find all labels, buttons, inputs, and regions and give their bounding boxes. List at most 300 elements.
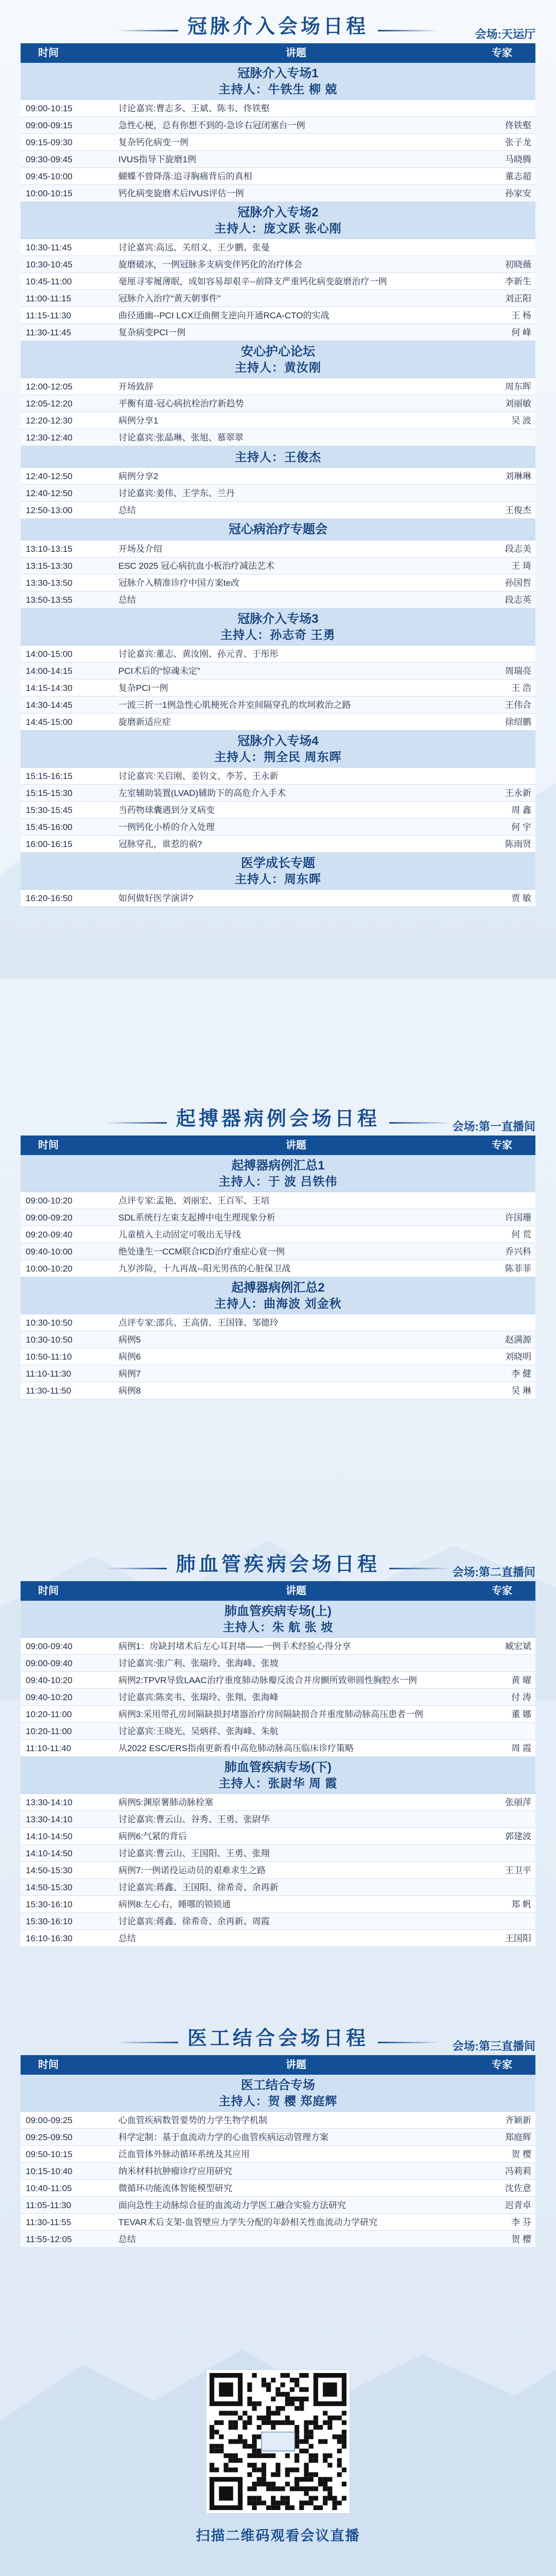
table-row [21,1930,535,1947]
table-row [21,1260,535,1277]
row-time: 09:00-10:15 [26,103,73,113]
row-topic: 左室辅助装置(LVAD)辅助下的高危介入手术 [118,788,286,798]
table-row [21,1723,535,1740]
table-row [21,117,535,134]
row-time: 09:40-10:20 [26,1675,73,1685]
block-header [21,63,535,100]
session-1 [21,10,535,907]
row-topic: 总结 [118,505,136,515]
row-time: 10:20-11:00 [26,1726,72,1736]
row-topic: 病例6 [118,1351,141,1362]
row-expert: 臧宏斌 [505,1641,531,1651]
row-topic: 旋磨新适应症 [118,717,171,727]
row-time: 10:45-11:00 [26,276,72,286]
row-topic: 点评专家:邵兵、王高倩、王国锋、邹德玲 [118,1317,279,1328]
table-body [21,1192,535,1277]
row-topic: 钙化病变旋磨术后IVUS评估一例 [118,188,244,198]
qr-code-icon [210,2373,346,2510]
block-header [21,1601,535,1638]
row-expert: 王俊杰 [505,505,531,515]
row-topic: 病例分享1 [118,415,159,426]
table-row [21,768,535,785]
table-row [21,1689,535,1706]
table-row [21,324,535,341]
block-host: 主持人：黄汝刚 [235,361,321,374]
table-row [21,1811,535,1828]
row-topic: 病例7 [118,1368,141,1379]
table-row [21,697,535,714]
row-time: 15:45-16:00 [26,822,73,832]
block-title: 冠脉介入专场3 [237,612,319,626]
block-title: 医学成长专题 [241,856,315,870]
row-topic: 曲径通幽--PCI LCX迂曲侧支逆向开通RCA-CTO的实战 [118,310,329,320]
block-host: 主持人：王俊杰 [235,450,321,464]
table-body [21,468,535,519]
row-time: 11:05-11:30 [26,2200,72,2210]
row-expert: 迟青卓 [505,2200,531,2210]
row-topic: 病例分享2 [118,471,159,481]
row-topic: 复杂钙化病变一例 [118,137,188,147]
row-time: 13:50-13:55 [26,595,73,605]
row-time: 11:10-11:30 [26,1368,72,1379]
row-topic: 心血管疾病数管要势的力学生物学机制 [118,2115,267,2125]
row-topic: 病例8:左心右，睡哪的锁锁通 [118,1899,231,1909]
block-header [21,1155,535,1192]
row-topic: 旋磨破冰，一例冠脉多支病变伴钙化的治疗体会 [118,259,302,269]
row-expert: 刘晓明 [505,1351,531,1362]
table-row [21,1862,535,1879]
row-expert: 王 琦 [511,561,531,571]
table-row [21,485,535,502]
column-header-expert: 专家 [492,47,512,59]
row-expert: 郑 帆 [511,1899,531,1909]
venue-label: 会场:第一直播间 [452,1120,535,1133]
row-expert: 何 峰 [511,327,531,337]
row-expert: 孙国哲 [505,578,531,588]
row-expert: 陈菲菲 [505,1263,531,1274]
row-time: 12:00-12:05 [26,381,73,392]
venue-label: 会场:第三直播间 [452,2040,535,2053]
table-row [21,256,535,273]
row-expert: 王伟合 [505,700,531,710]
row-topic: 如何做好医学演讲? [118,893,194,903]
row-expert: 许国珊 [505,1212,531,1223]
row-expert: 张子龙 [505,137,531,147]
row-time: 11:10-11:40 [26,1743,72,1753]
row-topic: 复杂病变PCI一例 [118,327,186,337]
row-time: 11:15-11:30 [26,310,72,320]
row-topic: 冠脉穿孔，谁惹的祸? [118,839,202,849]
row-time: 12:40-12:50 [26,488,73,498]
row-time: 09:30-09:45 [26,154,73,164]
table-row [21,134,535,151]
row-expert: 王卫平 [505,1865,531,1875]
row-time: 10:30-11:45 [26,242,72,252]
table-row [21,1740,535,1757]
table-row [21,239,535,256]
row-topic: PCI术后的“惊魂未定” [118,666,200,676]
row-topic: 点评专家:孟艳、刘丽宏、王百军、王培 [118,1195,270,1206]
row-time: 13:30-14:10 [26,1814,73,1824]
title-decoration [105,1568,167,1569]
row-expert: 陈雨贤 [505,839,531,849]
table-row [21,1913,535,1930]
row-expert: 周瑞亮 [505,666,531,676]
column-header-time: 时间 [38,47,59,59]
row-expert: 段志英 [505,595,531,605]
table-body [21,1794,535,1947]
table-row [21,395,535,412]
row-time: 10:50-11:10 [26,1351,72,1362]
block-host: 主持人：贺 樱 郑庭辉 [218,2094,338,2108]
table-row [21,1192,535,1209]
row-expert: 李新生 [505,276,531,286]
row-expert: 何 宇 [511,822,531,832]
row-topic: 一波三折一1例急性心肌梗死合并室间隔穿孔的坎坷救治之路 [118,700,351,710]
row-expert: 李 健 [511,1368,531,1379]
row-expert: 王国阳 [505,1933,531,1943]
table-row [21,168,535,185]
row-time: 09:20-09:40 [26,1229,73,1240]
block-header [21,2075,535,2112]
table-row [21,1794,535,1811]
session-4 [21,2022,535,2248]
table-row [21,785,535,802]
table-row [21,714,535,731]
table-row [21,1331,535,1348]
row-expert: 初晓薇 [505,259,531,269]
column-header-topic: 讲题 [286,1140,306,1151]
table-row [21,378,535,395]
qr-caption: 扫描二维码观看会议直播 [196,2528,360,2544]
table-row [21,290,535,307]
row-expert: 董 娜 [511,1709,531,1719]
table-row [21,1845,535,1862]
block-header [21,608,535,646]
block-title: 肺血管疾病专场(下) [224,1760,332,1774]
row-topic: SDL系统行左束支起搏中电生理现象分析 [118,1212,276,1223]
row-time: 11:00-11:15 [26,293,72,303]
row-expert: 佟铁壑 [505,120,531,130]
row-expert: 何 荒 [511,1229,531,1240]
venue-label: 会场:第二直播间 [452,1566,535,1579]
row-time: 10:30-10:50 [26,1334,73,1345]
row-time: 09:15-09:30 [26,137,73,147]
row-time: 14:15-14:30 [26,683,73,693]
row-topic: 讨论嘉宾:关启刚、姜钧文、李芳、王永新 [118,771,279,781]
table-body [21,890,535,907]
block-title: 冠脉介入专场2 [237,206,319,219]
row-topic: 微循环功能流体智能模型研究 [118,2183,232,2193]
row-time: 10:30-10:50 [26,1317,73,1328]
row-topic: 开场致辞 [118,381,153,392]
row-topic: 讨论嘉宾:陈奕韦、张瑞玲、张翔、张海峰 [118,1692,279,1702]
table-row [21,429,535,446]
row-time: 15:15-16:15 [26,771,73,781]
table-row [21,2129,535,2146]
row-topic: 讨论嘉宾:张广利、张瑞玲、张海峰、张坡 [118,1658,279,1668]
table-row [21,1896,535,1913]
row-time: 14:10-14:50 [26,1831,73,1841]
table-row [21,273,535,290]
row-time: 13:10-13:15 [26,544,73,554]
block-host: 主持人：张尉华 周 霞 [218,1776,338,1790]
column-header-topic: 讲题 [286,1585,306,1597]
row-time: 09:45-10:00 [26,171,73,181]
row-topic: 讨论嘉宾:曹云山、王国阳、王勇、张翔 [118,1848,270,1858]
row-expert: 周 霞 [511,1743,531,1753]
table-row [21,1655,535,1672]
session-3 [21,1548,535,1947]
table-row [21,1706,535,1723]
table-row [21,1243,535,1260]
row-time: 09:00-09:15 [26,120,73,130]
row-topic: 病例2:TPVR导致LAAC治疗重度肺动脉瓣反流合并房颤所致卵圆性胸腔水一例 [118,1675,417,1685]
block-title: 安心护心论坛 [241,345,315,359]
row-time: 15:15-15:30 [26,788,73,798]
session-banner [21,10,535,43]
table-row [21,591,535,608]
row-topic: 从2022 ESC/ERS指南更新看中高危肺动脉高压临床诊疗策略 [118,1743,354,1753]
table-row [21,2163,535,2180]
row-expert: 徐绍鹏 [505,717,531,727]
row-time: 09:25-09:50 [26,2132,73,2142]
title-decoration [378,2042,440,2043]
row-expert: 吴 波 [511,415,531,426]
table-body [21,239,535,341]
session-title: 肺血管疾病会场日程 [176,1554,380,1575]
row-expert: 王 杨 [511,310,531,320]
table-row [21,2146,535,2163]
row-topic: 总结 [118,595,136,605]
title-decoration [116,30,178,31]
row-topic: 毫厘寻零履薄眠，成如容易却艰辛--前降支严重钙化病变旋磨治疗一例 [118,276,387,286]
title-decoration [389,1568,451,1569]
row-topic: 病例1：房缺封堵术后左心耳封堵——一例手术经验心得分享 [118,1641,351,1651]
table-row [21,151,535,168]
table-row [21,1828,535,1845]
title-decoration [378,30,440,31]
table-row [21,2197,535,2214]
row-expert: 贺 樱 [511,2149,531,2159]
row-expert: 乔兴科 [505,1246,531,1257]
row-time: 10:00-10:20 [26,1263,73,1274]
row-topic: 一例钙化小桥的介入处理 [118,822,215,832]
row-expert: 贾 敏 [511,893,531,903]
row-time: 11:30-11:55 [26,2217,72,2227]
table-row [21,2214,535,2231]
table-row [21,540,535,557]
row-expert: 孙家安 [505,188,531,198]
row-time: 11:30-11:45 [26,327,72,337]
row-topic: 当药物球囊遇到分叉病变 [118,805,215,815]
column-header-expert: 专家 [492,1585,512,1597]
column-header-time: 时间 [38,2059,59,2071]
table-body [21,1638,535,1757]
row-topic: 讨论嘉宾:曹志多、王斌、陈韦、佟铁壑 [118,103,270,113]
table-row [21,468,535,485]
row-time: 13:30-13:50 [26,578,73,588]
row-expert: 张丽萍 [505,1797,531,1807]
row-time: 13:30-14:10 [26,1797,73,1807]
block-host: 主持人：周东晖 [235,872,321,886]
table-row [21,890,535,907]
block-title: 冠脉介入专场1 [237,66,319,80]
row-topic: 讨论嘉宾:曹云山、谷秀、王勇、张尉华 [118,1814,270,1824]
row-time: 12:40-12:50 [26,471,73,481]
row-topic: 总结 [118,1933,136,1943]
table-row [21,1879,535,1896]
row-time: 10:40-11:05 [26,2183,72,2193]
table-body [21,378,535,446]
table-row [21,1226,535,1243]
row-expert: 刘正阳 [505,293,531,303]
block-title: 起搏器病例汇总1 [231,1159,325,1173]
row-expert: 李 芬 [511,2217,531,2227]
block-header [21,519,535,540]
table-body [21,540,535,608]
block-header [21,341,535,378]
table-row [21,574,535,591]
row-expert: 周东晖 [505,381,531,392]
column-header-topic: 讲题 [286,47,306,59]
row-time: 14:00-14:15 [26,666,73,676]
table-row [21,557,535,574]
table-row [21,2231,535,2248]
row-time: 10:15-10:40 [26,2166,73,2176]
row-expert: 刘琳琳 [505,471,531,481]
table-row [21,412,535,429]
row-topic: 面向急性主动脉综合征的血流动力学医工融合实验方法研究 [118,2200,346,2210]
row-topic: 开场及介绍 [118,544,162,554]
block-host: 主持人：孙志奇 王勇 [220,628,336,641]
row-topic: 纳米材料抗肿瘤诊疗应用研究 [118,2166,232,2176]
block-title: 医工结合专场 [241,2078,315,2092]
row-time: 14:50-15:30 [26,1865,73,1875]
table-row [21,1365,535,1382]
column-header-time: 时间 [38,1585,59,1597]
row-topic: 病例7:一例诺役运动员的艰难求生之路 [118,1865,266,1875]
row-expert: 沈佐意 [505,2183,531,2193]
block-host: 主持人：庞文跃 张心刚 [214,222,342,235]
row-topic: IVUS指导下旋磨1例 [118,154,197,164]
session-banner [21,1548,535,1581]
column-header-expert: 专家 [492,2059,512,2071]
row-time: 14:45-15:00 [26,717,73,727]
row-topic: 总结 [118,2234,136,2244]
row-topic: TEVAR术后支架-血管壁应力学失分配的年龄相关性血流动力学研究 [118,2217,378,2227]
row-time: 09:40-10:20 [26,1692,73,1702]
title-decoration [389,1122,451,1124]
row-time: 16:10-16:30 [26,1933,73,1943]
table-row [21,663,535,680]
row-time: 14:30-14:45 [26,700,73,710]
row-expert: 赵满源 [505,1334,531,1345]
row-topic: 冠脉介入治疗“黄天朝事件” [118,293,221,303]
session-2 [21,1103,535,1399]
row-topic: 九岁涉险，十九再战--阳光男孩的心脏保卫战 [118,1263,291,1274]
row-time: 12:05-12:20 [26,398,73,409]
column-header-topic: 讲题 [286,2059,306,2071]
row-topic: 复杂PCI一例 [118,683,168,693]
block-header [21,731,535,768]
table-header [21,2055,535,2075]
table-row [21,646,535,663]
row-time: 12:20-12:30 [26,415,73,426]
row-topic: 病例3:采用带孔房间隔缺损封堵器治疗房间隔缺损合并重度肺动脉高压患者一例 [118,1709,424,1719]
table-row [21,2180,535,2197]
row-topic: 儿童植入主动固定可吸出无导线 [118,1229,241,1240]
table-body [21,646,535,731]
row-time: 09:00-09:25 [26,2115,73,2125]
row-time: 14:50-15:30 [26,1882,73,1892]
row-time: 11:30-11:50 [26,1385,72,1396]
row-time: 13:15-13:30 [26,561,73,571]
table-row [21,1314,535,1331]
row-time: 16:00-16:15 [26,839,73,849]
row-topic: 讨论嘉宾:蒋鑫、徐希奇、余再新、周霞 [118,1916,270,1926]
row-topic: 病例5:渊原薯肺动脉栓塞 [118,1797,214,1807]
session-banner [21,2022,535,2055]
row-time: 12:50-13:00 [26,505,73,515]
row-time: 10:00-10:15 [26,188,73,198]
session-banner [21,1103,535,1136]
table-row [21,2112,535,2129]
row-time: 11:55-12:05 [26,2234,72,2244]
block-title: 肺血管疾病专场(上) [224,1604,332,1618]
table-row [21,100,535,117]
session-title: 医工结合会场日程 [187,2028,369,2049]
row-time: 09:00-09:40 [26,1641,73,1651]
row-topic: 讨论嘉宾:董志、黄汝刚、孙元青、于彤彤 [118,649,279,659]
qr-code[interactable] [206,2370,350,2513]
row-expert: 段志美 [505,544,531,554]
row-expert: 王 浩 [511,683,531,693]
row-topic: ESC 2025 冠心病抗血小板治疗减法艺术 [118,561,275,571]
block-header [21,853,535,890]
row-expert: 齐颖新 [505,2115,531,2125]
table-row [21,680,535,697]
row-time: 14:00-15:00 [26,649,73,659]
block-header [21,202,535,239]
row-topic: 蝴蝶不曾降落:追寻胸痛背后的真相 [118,171,252,181]
table-row [21,502,535,519]
row-expert: 郭建波 [505,1831,531,1841]
row-expert: 郑庭辉 [505,2132,531,2142]
row-topic: 讨论嘉宾:王晓光、吴炳祥、张海峰、朱航 [118,1726,279,1736]
venue-label: 会场:天运厅 [475,28,535,41]
table-row [21,307,535,324]
row-topic: 急性心梗，总有你想不到的-急诊右冠闭塞台一例 [118,120,305,130]
table-row [21,1672,535,1689]
table-header [21,1136,535,1155]
row-topic: 讨论嘉宾:张晶琳、张旭、慕翠翠 [118,432,244,443]
block-title: 冠心病治疗专题会 [229,522,327,536]
row-time: 15:30-16:10 [26,1916,73,1926]
row-time: 09:40-10:00 [26,1246,73,1257]
row-time: 09:00-09:40 [26,1658,73,1668]
row-topic: 病例6:气紧的背后 [118,1831,187,1841]
row-time: 10:30-10:45 [26,259,73,269]
session-title: 起搏器病例会场日程 [176,1108,380,1130]
row-expert: 周 鑫 [511,805,531,815]
row-topic: 科学定制：基于血流动力学的心血管疾病运动管理方案 [118,2132,328,2142]
table-body [21,1314,535,1399]
table-row [21,802,535,819]
table-row [21,1209,535,1226]
block-host: 主持人：朱 航 张 坡 [222,1620,334,1634]
row-topic: 病例5 [118,1334,141,1345]
